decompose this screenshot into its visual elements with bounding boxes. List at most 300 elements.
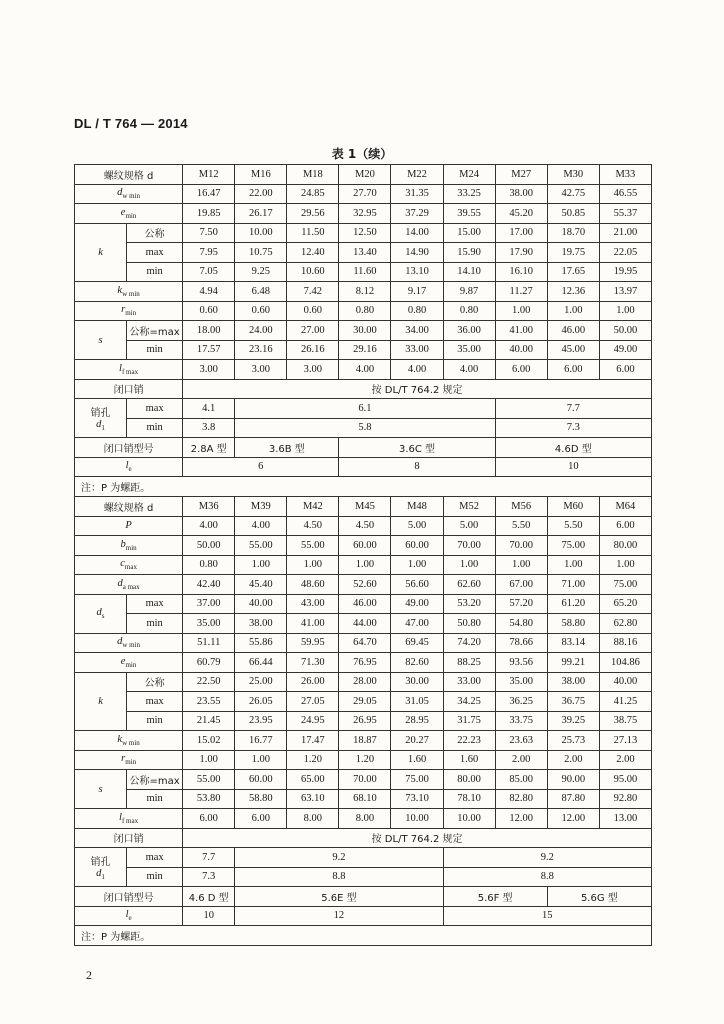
value-cell: 55.00 <box>235 536 287 556</box>
row-sublabel: min <box>127 340 183 360</box>
value-cell: 1.00 <box>183 750 235 770</box>
value-cell: 1.00 <box>391 555 443 575</box>
value-cell: 35.00 <box>495 672 547 692</box>
value-cell: 21.45 <box>183 711 235 731</box>
value-cell: 5.00 <box>443 516 495 536</box>
value-cell: 76.95 <box>339 653 391 673</box>
value-cell: 50.80 <box>443 614 495 634</box>
value-cell: 55.00 <box>183 770 235 790</box>
row-label <box>75 184 183 204</box>
value-cell: 22.05 <box>599 243 651 263</box>
row-sublabel: min <box>127 789 183 809</box>
value-cell: 2.00 <box>599 750 651 770</box>
column-header: M16 <box>235 165 287 185</box>
column-header: M64 <box>599 497 651 517</box>
value-cell: 38.00 <box>495 184 547 204</box>
symbol: r <box>121 304 126 316</box>
value-cell: 49.00 <box>391 594 443 614</box>
row-sublabel: min <box>127 262 183 282</box>
value-cell: 26.95 <box>339 711 391 731</box>
value-cell: 62.60 <box>443 575 495 595</box>
value-cell: 15.00 <box>443 223 495 243</box>
value-cell: 70.00 <box>443 536 495 556</box>
value-cell: 30.00 <box>391 672 443 692</box>
symbol-subscript: max <box>124 563 137 572</box>
column-header: M45 <box>339 497 391 517</box>
table-row-pin-type <box>75 887 652 907</box>
value-cell: 17.47 <box>287 731 339 751</box>
value-cell: 2.8A 型 <box>183 438 235 458</box>
row-sublabel: min <box>127 418 183 438</box>
table-row-pin <box>75 379 652 399</box>
symbol-subscript: a max <box>122 582 140 591</box>
value-cell: 36.00 <box>443 321 495 341</box>
value-cell: 3.8 <box>183 418 235 438</box>
value-cell: 6.48 <box>235 282 287 302</box>
table-row-k-nominal <box>75 672 652 692</box>
value-cell: 11.27 <box>495 282 547 302</box>
page-number: 2 <box>86 968 92 982</box>
value-cell: 12.00 <box>495 809 547 829</box>
symbol: s <box>98 334 103 346</box>
table-row-hole-max <box>75 848 652 868</box>
value-cell: 48.60 <box>287 575 339 595</box>
column-header-label: 螺纹规格 d <box>75 497 183 517</box>
value-cell: 38.00 <box>547 672 599 692</box>
value-cell: 83.14 <box>547 633 599 653</box>
row-group-label <box>75 770 127 809</box>
value-cell: 99.21 <box>547 653 599 673</box>
value-cell: 65.00 <box>287 770 339 790</box>
row-sublabel: max <box>127 848 183 868</box>
table-row-hole-min <box>75 867 652 887</box>
table-row-hole-min <box>75 418 652 438</box>
value-cell: 33.25 <box>443 184 495 204</box>
table-row-e <box>75 653 652 673</box>
value-cell: 36.75 <box>547 692 599 712</box>
value-cell: 67.00 <box>495 575 547 595</box>
value-cell: 54.80 <box>495 614 547 634</box>
row-sublabel: max <box>127 399 183 419</box>
value-cell: 14.90 <box>391 243 443 263</box>
value-cell: 13.00 <box>599 809 651 829</box>
value-cell: 7.7 <box>183 848 235 868</box>
column-header: M20 <box>339 165 391 185</box>
value-cell: 51.11 <box>183 633 235 653</box>
row-label <box>75 731 183 751</box>
value-cell: 34.25 <box>443 692 495 712</box>
value-cell: 95.00 <box>599 770 651 790</box>
value-cell: 24.95 <box>287 711 339 731</box>
value-cell: 4.6 D 型 <box>183 887 235 907</box>
value-cell: 6.00 <box>235 809 287 829</box>
value-cell: 10 <box>495 457 651 477</box>
value-cell: 14.00 <box>391 223 443 243</box>
value-cell: 37.29 <box>391 204 443 224</box>
value-cell: 55.37 <box>599 204 651 224</box>
value-cell: 46.55 <box>599 184 651 204</box>
column-header: M24 <box>443 165 495 185</box>
value-cell: 6.00 <box>183 809 235 829</box>
symbol-subscript: f max <box>121 816 139 825</box>
symbol-subscript: 1 <box>101 873 105 881</box>
value-cell: 14.10 <box>443 262 495 282</box>
value-cell: 1.20 <box>287 750 339 770</box>
value-cell: 65.20 <box>599 594 651 614</box>
symbol-subscript: w min <box>122 738 140 747</box>
value-cell: 47.00 <box>391 614 443 634</box>
symbol: k <box>117 284 123 296</box>
value-cell: 71.30 <box>287 653 339 673</box>
symbol: d <box>96 419 102 430</box>
value-cell: 46.00 <box>339 594 391 614</box>
symbol: P <box>125 520 132 532</box>
value-cell: 19.95 <box>599 262 651 282</box>
value-cell: 6.00 <box>599 516 651 536</box>
row-sublabel: max <box>127 594 183 614</box>
value-cell: 18.70 <box>547 223 599 243</box>
value-cell: 59.95 <box>287 633 339 653</box>
table-body <box>75 165 652 946</box>
value-cell: 1.00 <box>287 555 339 575</box>
value-cell: 13.40 <box>339 243 391 263</box>
table-row-c <box>75 555 652 575</box>
table-caption: 表 1（续） <box>331 147 393 161</box>
row-label <box>75 809 183 829</box>
symbol: e <box>120 655 126 667</box>
value-cell: 27.00 <box>287 321 339 341</box>
table-row-le <box>75 906 652 926</box>
value-cell: 70.00 <box>495 536 547 556</box>
row-label: 闭口销 <box>75 828 183 848</box>
column-header: M39 <box>235 497 287 517</box>
value-cell: 74.20 <box>443 633 495 653</box>
symbol: l <box>125 909 129 921</box>
value-cell: 4.00 <box>443 360 495 380</box>
symbol-subscript: min <box>125 211 137 220</box>
value-cell: 4.50 <box>287 516 339 536</box>
value-cell: 10.00 <box>391 809 443 829</box>
bolt-dimension-table <box>74 164 652 946</box>
value-cell: 2.00 <box>495 750 547 770</box>
table-row-kw <box>75 282 652 302</box>
value-cell: 9.17 <box>391 282 443 302</box>
value-cell: 39.25 <box>547 711 599 731</box>
symbol: d <box>96 607 102 618</box>
value-cell: 46.00 <box>547 321 599 341</box>
value-cell: 5.00 <box>391 516 443 536</box>
row-label <box>75 516 183 536</box>
value-cell: 5.8 <box>235 418 495 438</box>
value-cell: 23.63 <box>495 731 547 751</box>
value-cell: 3.00 <box>287 360 339 380</box>
document-header: DL / T 764 — 2014 <box>74 116 188 131</box>
value-cell: 1.00 <box>599 301 651 321</box>
value-cell: 69.45 <box>391 633 443 653</box>
value-cell: 57.20 <box>495 594 547 614</box>
value-cell: 26.05 <box>235 692 287 712</box>
symbol: k <box>98 246 103 258</box>
value-cell: 9.2 <box>235 848 443 868</box>
label-text: 销孔 <box>90 408 111 419</box>
value-cell: 0.60 <box>183 301 235 321</box>
value-cell: 73.10 <box>391 789 443 809</box>
value-cell: 43.00 <box>287 594 339 614</box>
value-cell: 17.57 <box>183 340 235 360</box>
value-cell: 12.40 <box>287 243 339 263</box>
value-cell: 27.05 <box>287 692 339 712</box>
value-cell: 24.00 <box>235 321 287 341</box>
value-cell: 22.00 <box>235 184 287 204</box>
column-header: M42 <box>287 497 339 517</box>
symbol: l <box>125 460 129 472</box>
value-cell: 7.95 <box>183 243 235 263</box>
symbol-subscript: s <box>101 612 105 620</box>
value-cell: 104.86 <box>599 653 651 673</box>
value-cell: 1.00 <box>235 750 287 770</box>
value-cell: 6.00 <box>547 360 599 380</box>
row-sublabel: max <box>127 243 183 263</box>
symbol-subscript: e <box>128 465 132 474</box>
value-cell: 11.50 <box>287 223 339 243</box>
value-cell: 23.95 <box>235 711 287 731</box>
value-cell: 40.00 <box>235 594 287 614</box>
value-cell: 7.3 <box>183 867 235 887</box>
row-sublabel: max <box>127 692 183 712</box>
value-cell: 26.16 <box>287 340 339 360</box>
table-row-da <box>75 575 652 595</box>
table-row-header <box>75 497 652 517</box>
row-group-label <box>75 399 127 438</box>
table-row-lf <box>75 360 652 380</box>
value-cell: 75.00 <box>391 770 443 790</box>
value-cell: 8.00 <box>339 809 391 829</box>
value-cell: 50.85 <box>547 204 599 224</box>
row-label <box>75 536 183 556</box>
value-cell: 4.00 <box>339 360 391 380</box>
symbol-subscript: min <box>125 660 137 669</box>
symbol-subscript: f max <box>121 367 139 376</box>
value-cell: 3.6C 型 <box>339 438 495 458</box>
value-cell: 53.20 <box>443 594 495 614</box>
value-cell: 41.00 <box>495 321 547 341</box>
symbol-subscript: w min <box>122 641 141 650</box>
table-row-kw <box>75 731 652 751</box>
value-cell: 93.56 <box>495 653 547 673</box>
value-cell: 75.00 <box>599 575 651 595</box>
value-cell: 25.00 <box>235 672 287 692</box>
value-cell: 45.20 <box>495 204 547 224</box>
column-header-label: 螺纹规格 d <box>75 165 183 185</box>
value-cell: 26.00 <box>287 672 339 692</box>
value-cell: 1.00 <box>547 555 599 575</box>
value-cell: 25.73 <box>547 731 599 751</box>
row-label <box>75 301 183 321</box>
symbol: b <box>120 538 126 550</box>
value-cell: 13.10 <box>391 262 443 282</box>
value-cell: 15.02 <box>183 731 235 751</box>
table-note: 注：P 为螺距。 <box>75 926 652 946</box>
value-cell: 45.40 <box>235 575 287 595</box>
value-cell: 6.00 <box>495 360 547 380</box>
row-sublabel: min <box>127 614 183 634</box>
value-cell: 23.55 <box>183 692 235 712</box>
symbol-subscript: w min <box>122 289 140 298</box>
value-cell: 22.23 <box>443 731 495 751</box>
row-label <box>75 906 183 926</box>
row-label <box>75 653 183 673</box>
row-label <box>75 575 183 595</box>
value-cell: 6.00 <box>599 360 651 380</box>
symbol-subscript: 1 <box>101 424 105 432</box>
value-cell: 55.00 <box>287 536 339 556</box>
value-cell: 18.00 <box>183 321 235 341</box>
value-cell: 3.00 <box>183 360 235 380</box>
value-cell: 37.00 <box>183 594 235 614</box>
table-row-pin <box>75 828 652 848</box>
symbol-subscript: min <box>125 309 137 318</box>
table-row-le <box>75 457 652 477</box>
symbol: d <box>96 868 102 879</box>
value-cell: 1.00 <box>495 301 547 321</box>
table-row-ds-min <box>75 614 652 634</box>
value-cell: 4.00 <box>391 360 443 380</box>
value-cell: 1.60 <box>391 750 443 770</box>
value-cell: 62.80 <box>599 614 651 634</box>
value-cell: 9.2 <box>443 848 651 868</box>
value-cell: 35.00 <box>443 340 495 360</box>
symbol: s <box>98 783 103 795</box>
value-cell: 29.16 <box>339 340 391 360</box>
column-header: M60 <box>547 497 599 517</box>
value-cell: 5.6G 型 <box>547 887 651 907</box>
label-text: 销孔 <box>90 857 111 868</box>
row-group-label <box>75 848 127 887</box>
value-cell: 26.17 <box>235 204 287 224</box>
value-cell: 35.00 <box>183 614 235 634</box>
value-cell: 8.8 <box>235 867 443 887</box>
table-row-dw <box>75 633 652 653</box>
table-row-note <box>75 926 652 946</box>
value-cell: 38.75 <box>599 711 651 731</box>
value-cell: 82.80 <box>495 789 547 809</box>
column-header: M27 <box>495 165 547 185</box>
value-cell: 4.6D 型 <box>495 438 651 458</box>
value-cell: 42.40 <box>183 575 235 595</box>
value-cell: 28.00 <box>339 672 391 692</box>
value-cell: 18.87 <box>339 731 391 751</box>
value-cell: 15 <box>443 906 651 926</box>
row-label <box>75 360 183 380</box>
table-row-e <box>75 204 652 224</box>
value-cell: 32.95 <box>339 204 391 224</box>
value-cell: 22.50 <box>183 672 235 692</box>
table-row-k-nominal <box>75 223 652 243</box>
value-cell: 1.00 <box>443 555 495 575</box>
value-cell: 36.25 <box>495 692 547 712</box>
value-cell: 7.7 <box>495 399 651 419</box>
value-cell: 8.00 <box>287 809 339 829</box>
value-cell: 5.6F 型 <box>443 887 547 907</box>
table-row-hole-max <box>75 399 652 419</box>
value-cell: 88.25 <box>443 653 495 673</box>
value-cell: 21.00 <box>599 223 651 243</box>
table-note: 注：P 为螺距。 <box>75 477 652 497</box>
value-cell: 1.00 <box>495 555 547 575</box>
symbol: k <box>117 733 123 745</box>
pin-note-cell: 按 DL/T 764.2 规定 <box>183 828 652 848</box>
value-cell: 20.27 <box>391 731 443 751</box>
row-label <box>75 457 183 477</box>
table-row-k-min <box>75 262 652 282</box>
value-cell: 63.10 <box>287 789 339 809</box>
symbol: d <box>117 577 123 589</box>
value-cell: 60.79 <box>183 653 235 673</box>
value-cell: 31.75 <box>443 711 495 731</box>
value-cell: 29.56 <box>287 204 339 224</box>
value-cell: 4.94 <box>183 282 235 302</box>
row-sublabel: min <box>127 867 183 887</box>
symbol: k <box>98 695 103 707</box>
value-cell: 70.00 <box>339 770 391 790</box>
value-cell: 5.50 <box>547 516 599 536</box>
symbol-subscript: e <box>128 914 132 923</box>
value-cell: 31.05 <box>391 692 443 712</box>
row-sublabel: 公称 <box>127 672 183 692</box>
column-header: M36 <box>183 497 235 517</box>
value-cell: 29.05 <box>339 692 391 712</box>
value-cell: 58.80 <box>547 614 599 634</box>
value-cell: 9.87 <box>443 282 495 302</box>
value-cell: 39.55 <box>443 204 495 224</box>
table-row-s-nominal <box>75 770 652 790</box>
value-cell: 41.00 <box>287 614 339 634</box>
value-cell: 44.00 <box>339 614 391 634</box>
value-cell: 12.50 <box>339 223 391 243</box>
table-row-ds-max <box>75 594 652 614</box>
value-cell: 68.10 <box>339 789 391 809</box>
column-header: M52 <box>443 497 495 517</box>
value-cell: 33.75 <box>495 711 547 731</box>
value-cell: 80.00 <box>599 536 651 556</box>
value-cell: 11.60 <box>339 262 391 282</box>
value-cell: 1.00 <box>235 555 287 575</box>
symbol: e <box>120 206 126 218</box>
value-cell: 10.00 <box>235 223 287 243</box>
value-cell: 41.25 <box>599 692 651 712</box>
table-row-s-min <box>75 789 652 809</box>
value-cell: 13.97 <box>599 282 651 302</box>
row-label <box>75 204 183 224</box>
value-cell: 4.50 <box>339 516 391 536</box>
value-cell: 34.00 <box>391 321 443 341</box>
value-cell: 24.85 <box>287 184 339 204</box>
value-cell: 9.25 <box>235 262 287 282</box>
value-cell: 4.00 <box>235 516 287 536</box>
value-cell: 17.90 <box>495 243 547 263</box>
symbol: r <box>121 753 126 765</box>
value-cell: 78.10 <box>443 789 495 809</box>
table-row-note <box>75 477 652 497</box>
value-cell: 1.00 <box>599 555 651 575</box>
value-cell: 1.00 <box>547 301 599 321</box>
row-label: 闭口销 <box>75 379 183 399</box>
value-cell: 61.20 <box>547 594 599 614</box>
value-cell: 4.00 <box>183 516 235 536</box>
value-cell: 80.00 <box>443 770 495 790</box>
symbol-subscript: w min <box>122 192 141 201</box>
value-cell: 53.80 <box>183 789 235 809</box>
